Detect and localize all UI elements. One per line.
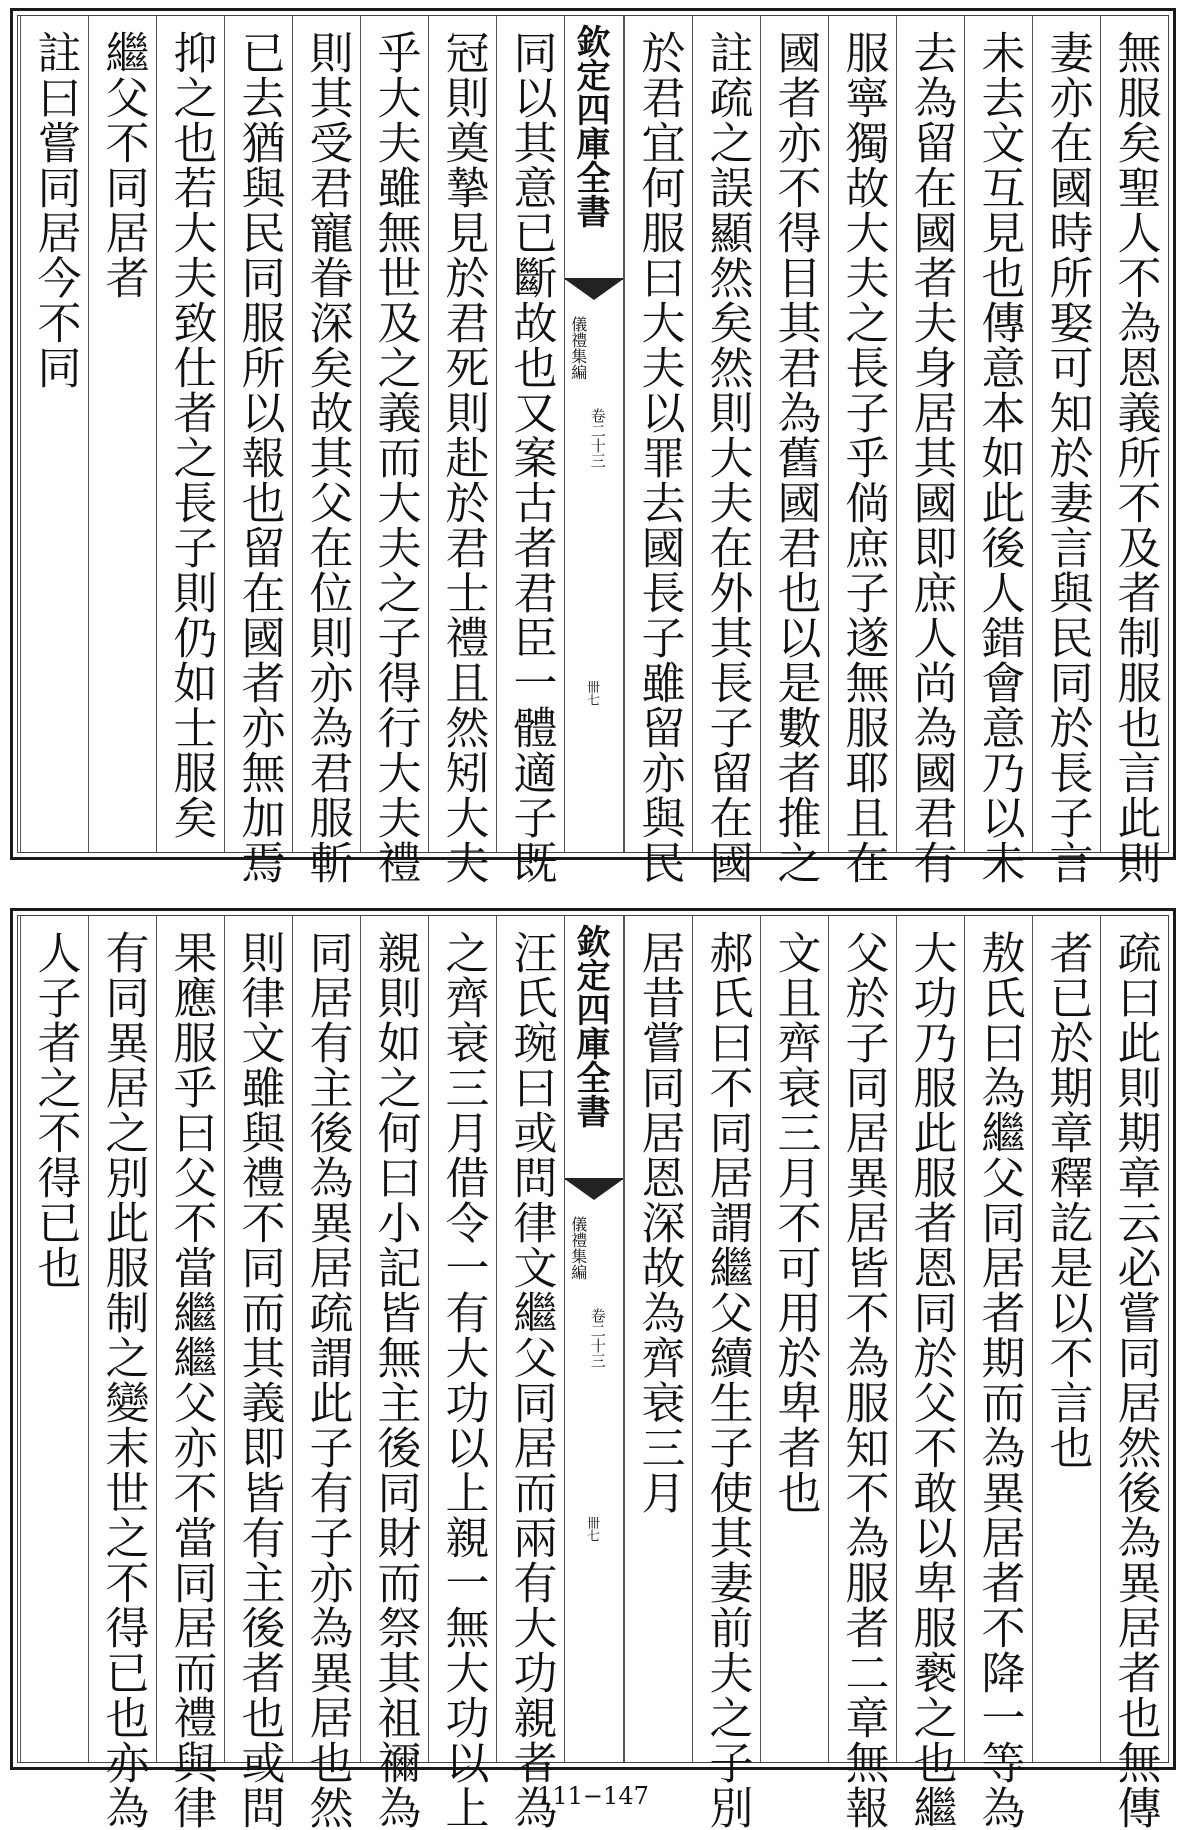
top-column-6: 國者亦不得目其君為舊國君也以是數者推之 [760,16,828,852]
page-number: 111−147 [537,1782,649,1810]
top-left-column-2: 冠則奠摯見於君死則赴於君士禮且然矧大夫 [428,16,496,852]
bottom-center-fold [564,916,624,1762]
top-page [10,8,1176,885]
bottom-left-column-7: 有同異居之別此服制之變末世之不得已也亦為 [88,916,156,1762]
book-title: 欽定四庫全書 [570,24,610,228]
work-title: 儀禮集編 [568,1216,588,1280]
juan-number: 卷二十三 [588,408,607,468]
top-column-4: 去為留在國者夫身居其國即庶人尚為國君有 [896,16,964,852]
bottom-column-4: 大功乃服此服者恩同於父不敢以卑服褻之也繼 [896,916,964,1762]
top-column-1: 無服矣聖人不為恩義所不及者制服也言此則 [1100,16,1168,852]
top-column-5: 服寧獨故大夫之長子乎倘庶子遂無服耶且在 [828,16,896,852]
bottom-left-column-5: 則律文雖與禮不同而其義即皆有主後者也或問 [224,916,292,1762]
bottom-left-column-8: 人子者之不得已也 [20,916,88,1762]
bottom-left-column-4: 同居有主後為異居疏謂此子有子亦為異居也然 [292,916,360,1762]
bottom-left-column-1: 汪氏琬曰或問律文繼父同居而兩有大功親者為 [496,916,564,1762]
bottom-column-1: 疏曰此則期章云必嘗同居然後為異居者也無傳 [1100,916,1168,1762]
fish-tail-mark [565,1178,623,1210]
top-column-2: 妻亦在國時所娶可知於妻言與民同於長子言 [1032,16,1100,852]
bottom-left-column-3: 親則如之何曰小記皆無主後同財而祭其祖禰為 [360,916,428,1762]
top-left-column-8: 註曰嘗同居今不同 [20,16,88,852]
bottom-column-6: 文且齊衰三月不可用於卑者也 [760,916,828,1762]
bottom-column-8: 居昔嘗同居恩深故為齊衰三月 [624,916,692,1762]
top-page-frame [17,15,1169,885]
top-left-column-3: 乎大夫雖無世及之義而大夫之子得行大夫禮 [360,16,428,852]
top-left-column-5: 已去猶與民同服所以報也留在國者亦無加焉 [224,16,292,852]
bottom-left-column-2: 之齊衰三月借令一有大功以上親一無大功以上 [428,916,496,1762]
top-column-8: 於君宜何服曰大夫以罪去國長子雖留亦與民 [624,16,692,852]
bottom-column-3: 敖氏曰為繼父同居者期而為異居者不降一等為 [964,916,1032,1762]
leaf-number: 卌七 [584,1516,599,1542]
bottom-column-2: 者已於期章釋訖是以不言也 [1032,916,1100,1762]
top-column-3: 未去文互見也傳意本如此後人錯會意乃以未 [964,16,1032,852]
top-left-column-4: 則其受君寵眷深矣故其父在位則亦為君服斬 [292,16,360,852]
work-title: 儀禮集編 [568,316,588,380]
top-center-fold [564,16,624,852]
fish-tail-mark [565,278,623,310]
top-column-7: 註疏之誤顯然矣然則大夫在外其長子留在國 [692,16,760,852]
bottom-left-column-6: 果應服乎曰父不當繼繼父亦不當同居而禮與律 [156,916,224,1762]
book-title: 欽定四庫全書 [570,924,610,1128]
juan-number: 卷二十三 [588,1308,607,1368]
bottom-column-7: 郝氏曰不同居謂繼父續生子使其妻前夫之子別 [692,916,760,1762]
top-left-column-7: 繼父不同居者 [88,16,156,852]
top-left-column-1: 同以其意已斷故也又案古者君臣一體適子既 [496,16,564,852]
bottom-column-5: 父於子同居異居皆不為服知不為服者二章無報 [828,916,896,1762]
leaf-number: 卌七 [584,680,599,706]
top-left-column-6: 抑之也若大夫致仕者之長子則仍如士服矣 [156,16,224,852]
